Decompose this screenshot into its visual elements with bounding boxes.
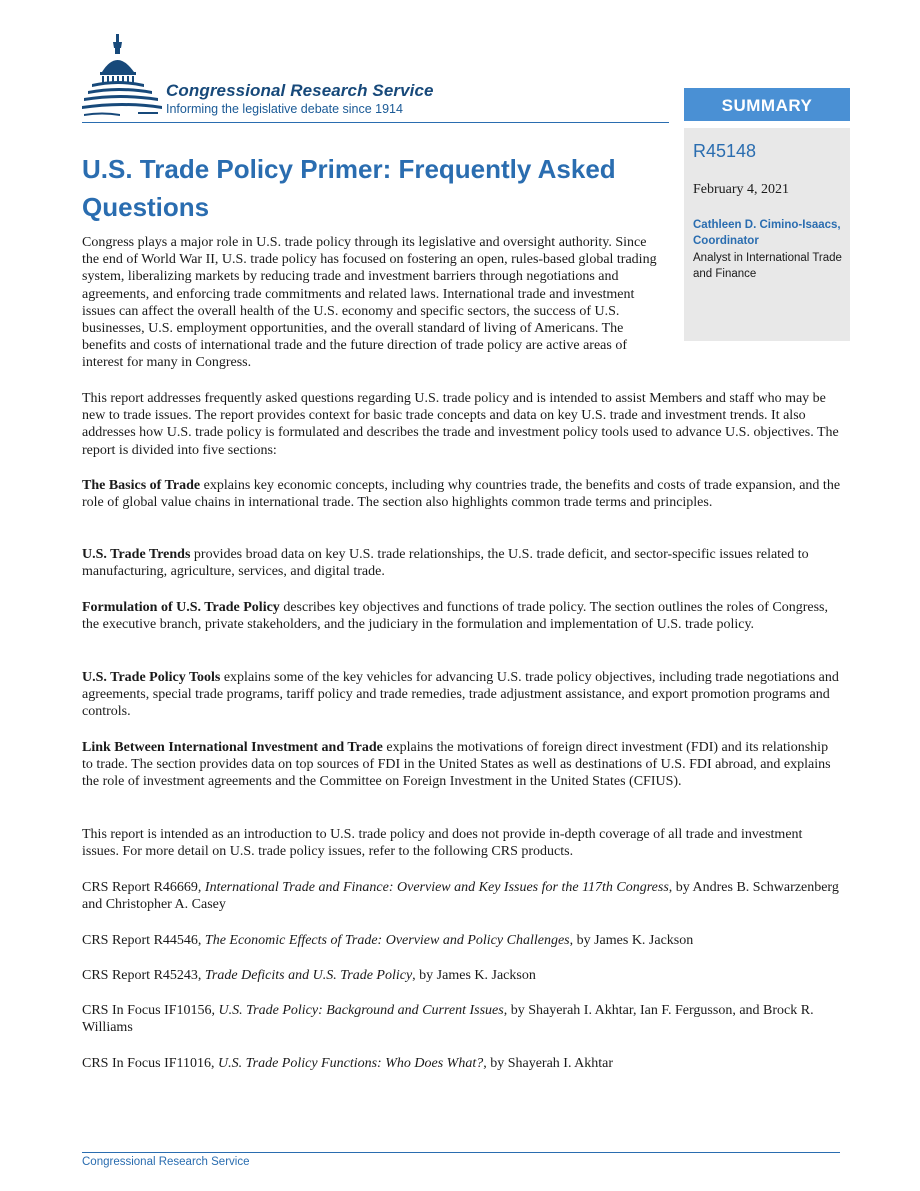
section-text: explains key economic concepts, including why countries trade, the benefits and costs of trade expansion, and the role of global value chains in international trade. The section also highlights common trade terms and principles. [82,478,841,511]
report-number: R45148 [693,141,757,161]
footer-divider [82,1152,840,1153]
reference-title: The Economic Effects of Trade: Overview and Policy Challenges [204,933,570,948]
section-name: U.S. Trade Trends [82,547,191,562]
reference-item [82,932,842,949]
reference-title: International Trade and Finance: Overview and Key Issues for the 117th Congress [204,880,669,895]
reference-suffix: , by James K. Jackson [569,933,694,948]
reference-suffix: , by Andres B. Schwarzenberg and Christopher A. Casey [82,880,839,913]
report-date: February 4, 2021 [693,182,790,197]
section-name: U.S. Trade Policy Tools [82,670,221,685]
section-name: Link Between International Investment and Trade [82,740,383,755]
section-description [82,546,842,580]
reference-prefix: CRS In Focus IF10156, [82,1003,219,1018]
reference-prefix: CRS Report R44546, [82,933,205,948]
section-text: provides broad data on key U.S. trade relationships, the U.S. trade deficit, and sector-specific issues related to manufacturing, agriculture, services, and digital trade. [82,547,809,580]
header-divider [82,122,669,123]
section-name: The Basics of Trade [82,478,201,493]
section-text: explains some of the key vehicles for advancing U.S. trade policy objectives, including trade negotiations and agreements, special trade programs, tariff policy and trade remedies, trade adjustment assistance, and export promotion programs and controls. [82,670,839,720]
section-text: describes key objectives and functions of trade policy. The section outlines the roles of Congress, the executive branch, private stakeholders, and the judiciary in the formulation and implementation of U.S. trade policy. [82,600,829,633]
reference-item [82,1002,842,1036]
section-description [82,477,842,511]
reference-title: U.S. Trade Policy Functions: Who Does What? [218,1056,484,1071]
org-tagline: Informing the legislative debate since 1914 [166,102,403,116]
reference-suffix: , by Shayerah I. Akhtar, Ian F. Fergusson, and Brock R. Williams [82,1003,814,1036]
reference-item [82,1055,842,1072]
reference-prefix: CRS Report R45243, [82,968,205,983]
reference-item [82,879,842,913]
section-description [82,599,842,633]
footer-org-name: Congressional Research Service [82,1156,250,1168]
reference-title: U.S. Trade Policy: Background and Current Issues [218,1003,504,1018]
page-title: U.S. Trade Policy Primer: Frequently Asked Questions [82,154,616,222]
org-name: Congressional Research Service [166,81,434,100]
reference-prefix: CRS In Focus IF11016, [82,1056,219,1071]
overview-paragraph: This report addresses frequently asked questions regarding U.S. trade policy and is intended to assist Members and staff who may be new to trade issues. The report provides context for basic trade concepts and data on key U.S. trade and investment trends. It also addresses how U.S. trade policy is formulated and describes the trade and investment policy tools used to advance U.S. objectives. The report is divided into five sections: [82,391,839,458]
intro-paragraph: Congress plays a major role in U.S. trade policy through its legislative and oversight authority. Since the end of World War II, U.S. trade policy has focused on fostering an open, rules-based global trading system, liberalizing markets by reducing trade and investment barriers through negotiations and agreements, and enforcing trade commitments and related laws. International trade and investment issues can affect the overall health of the U.S. economy and specific sectors, the success of U.S. businesses, U.S. employment opportunities, and the overall standard of living of Americans. The benefits and costs of international trade and the future direction of trade policy are active areas of interest for many in Congress. [82,235,657,371]
reference-suffix: , by Shayerah I. Akhtar [483,1056,614,1071]
reference-item [82,967,842,984]
summary-heading: SUMMARY [684,88,850,121]
author-name: Cathleen D. Cimino-Isaacs, Coordinator [693,219,841,247]
section-text: explains the motivations of foreign direct investment (FDI) and its relationship to trade. The section provides data on top sources of FDI in the United States as well as destinations of U.S. FDI abroad, and explains the role of investment agreements and the Committee on Foreign Investment in the United States (CFIUS). [82,740,831,790]
section-description [82,669,842,721]
reference-title: Trade Deficits and U.S. Trade Policy [204,968,413,983]
closing-paragraph: This report is intended as an introduction to U.S. trade policy and does not provide in-depth coverage of all trade and investment issues. For more detail on U.S. trade policy issues, refer to the following CRS products. [82,827,803,860]
reference-prefix: CRS Report R46669, [82,880,205,895]
author-title: Analyst in International Trade and Finance [693,252,842,280]
crs-capitol-logo [82,34,164,120]
reference-suffix: , by James K. Jackson [412,968,536,983]
section-name: Formulation of U.S. Trade Policy [82,600,280,615]
section-description [82,739,842,791]
